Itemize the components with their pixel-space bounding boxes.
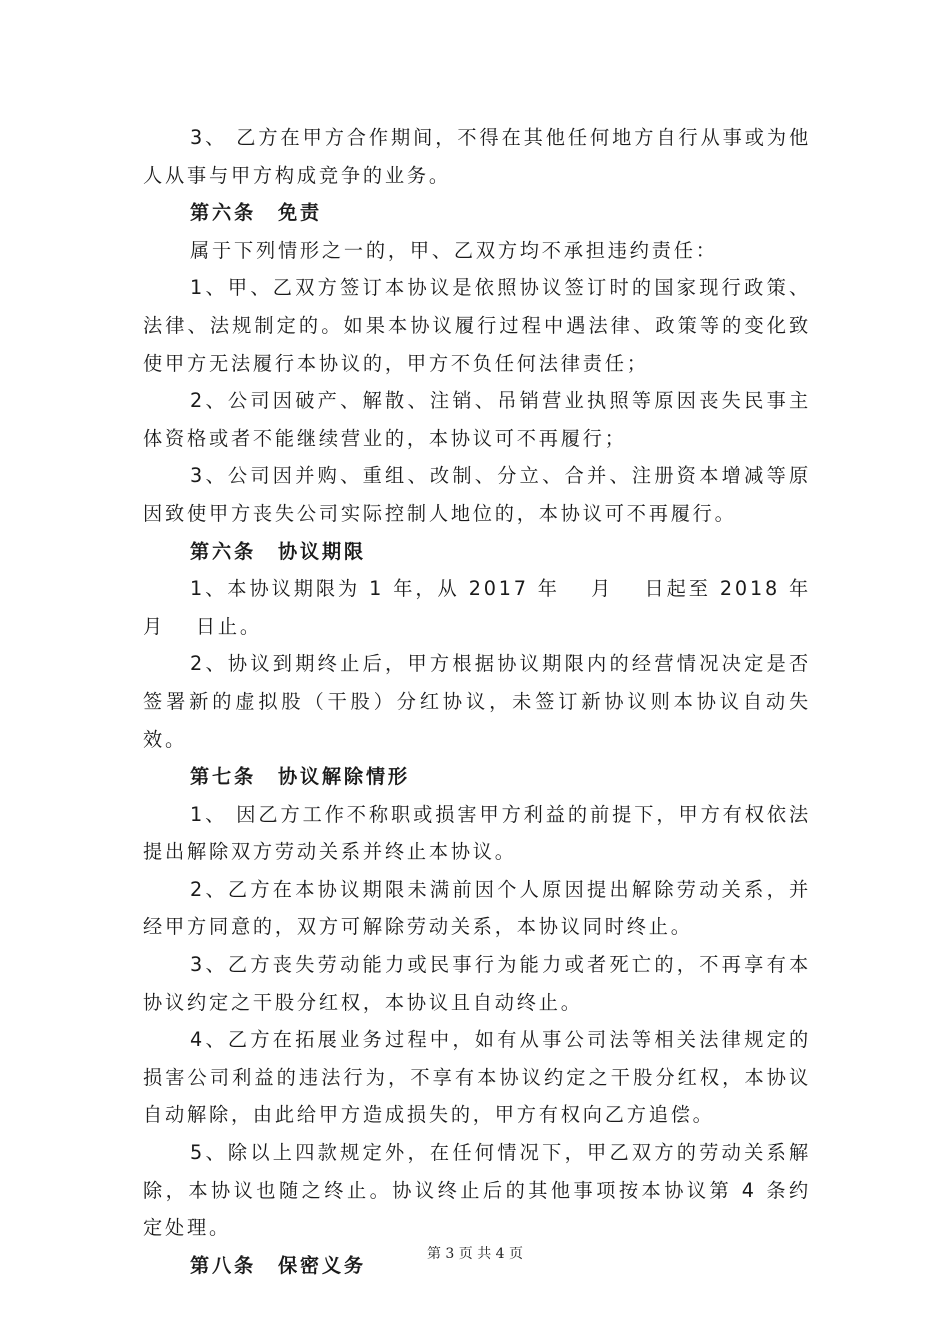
section-heading-confidentiality: 第八条 保密义务 <box>190 1253 366 1277</box>
paragraph-1: 3、 乙方在甲方合作期间，不得在其他任何地方自行从事或为他人从事与甲方构成竞争的业务。 <box>143 126 811 187</box>
paragraph-7: 2、协议到期终止后，甲方根据协议期限内的经营情况决定是否签署新的虚拟股（干股）分红协议，未签订新协议则本协议自动失效。 <box>143 652 811 751</box>
section-heading-exemption: 第六条 免责 <box>190 201 322 225</box>
paragraph-5: 3、公司因并购、重组、改制、分立、合并、注册资本增减等原因致使甲方丧失公司实际控制人地位的，本协议可不再履行。 <box>143 464 811 525</box>
paragraph-12: 5、除以上四款规定外，在任何情况下，甲乙双方的劳动关系解除，本协议也随之终止。协议终止后的其他事项按本协议第 4 条约定处理。 <box>143 1141 811 1240</box>
page-number-footer: 第 3 页 共 4 页 <box>426 1246 524 1262</box>
paragraph-2: 属于下列情形之一的，甲、乙双方均不承担违约责任： <box>190 238 718 262</box>
paragraph-4: 2、公司因破产、解散、注销、吊销营业执照等原因丧失民事主体资格或者不能继续营业的，本协议可不再履行； <box>143 389 811 450</box>
paragraph-11: 4、乙方在拓展业务过程中，如有从事公司法等相关法律规定的损害公司利益的违法行为，不享有本协议约定之干股分红权，本协议自动解除，由此给甲方造成损失的，甲方有权向乙方追偿。 <box>143 1028 811 1127</box>
section-heading-termination: 第七条 协议解除情形 <box>190 765 410 789</box>
paragraph-9: 2、乙方在本协议期限未满前因个人原因提出解除劳动关系，并经甲方同意的，双方可解除劳动关系，本协议同时终止。 <box>143 877 811 939</box>
paragraph-8: 1、 因乙方工作不称职或损害甲方利益的前提下，甲方有权依法提出解除双方劳动关系并终止本协议。 <box>143 802 811 864</box>
paragraph-3: 1、甲、乙双方签订本协议是依照协议签订时的国家现行政策、法律、法规制定的。如果本协议履行过程中遇法律、政策等的变化致使甲方无法履行本协议的，甲方不负任何法律责任； <box>143 276 811 375</box>
document-body <box>143 119 842 1284</box>
section-heading-term: 第六条 协议期限 <box>190 539 366 563</box>
paragraph-6: 1、本协议期限为 1 年，从 2017 年 月 日起至 2018 年 月 日止。 <box>143 577 842 638</box>
paragraph-10: 3、乙方丧失劳动能力或民事行为能力或者死亡的，不再享有本协议约定之干股分红权，本协议且自动终止。 <box>143 953 811 1014</box>
